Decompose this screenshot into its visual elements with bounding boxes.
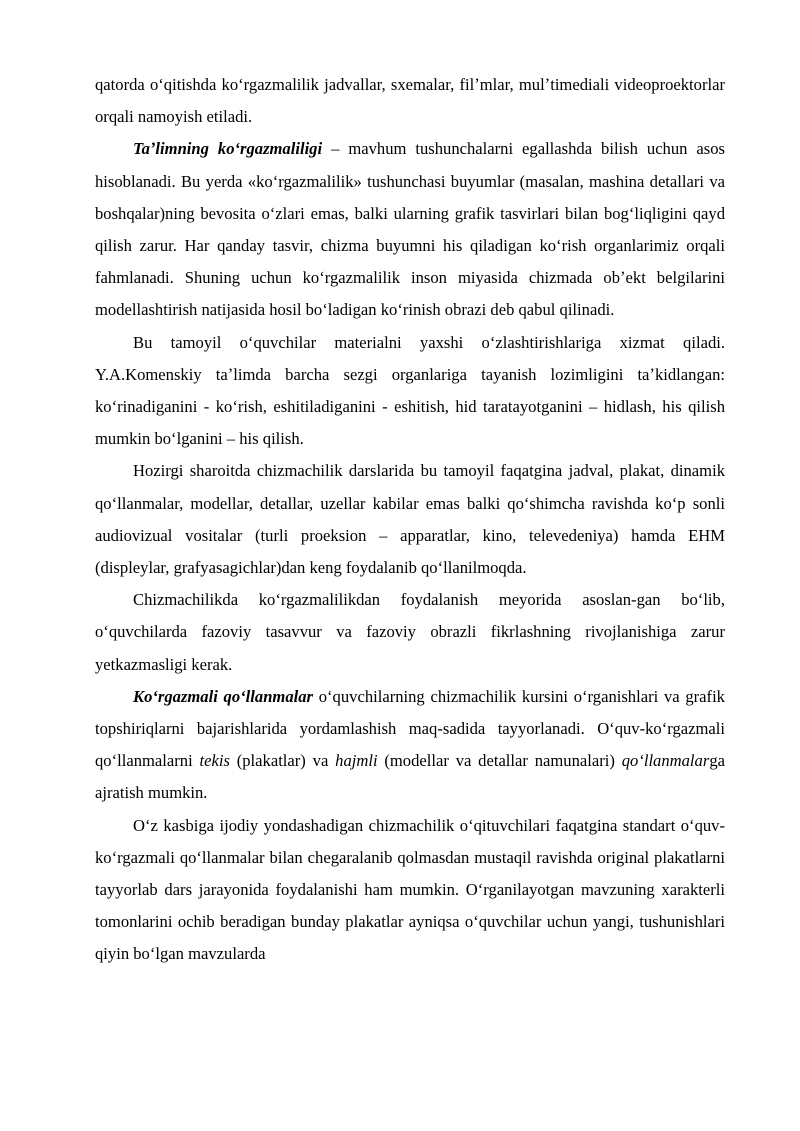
paragraph-text: Chizmachilikda koʻrgazmalilikdan foydalanish meyorida asoslan-gan boʻlib, oʻquvchilarda fazoviy tasavvur va fazoviy obrazli fikrlashning rivojlanishiga zarur yetkazmasligi kerak.: [95, 590, 725, 674]
paragraph-text: Hozirgi sharoitda chizmachilik darslarida bu tamoyil faqatgina jadval, plakat, dinamik qoʻllanmalar, modellar, detallar, uzellar kabilar emas balki qoʻshimcha ravishda koʻp sonli audiovizual vositalar (turli proeksion – apparatlar, kino, televedeniya) hamda EHM (displeylar, grafyasagichlar)dan keng foydalanib qoʻllanilmoqda.: [95, 461, 725, 578]
defined-term: Taʼlimning koʻrgazmaliligi: [133, 139, 323, 159]
paragraph-text: Bu tamoyil oʻquvchilar materialni yaxshi oʻzlashtirishlariga xizmat qiladi. Y.A.Komenskiy taʼlimda barcha sezgi organlariga tayanish lozimligini taʼkidlangan: koʻrinadiganini - koʻrish, eshitiladiganini - eshitish, hid taratayotganini – hidlash, his qilish mumkin boʻlganini – his qilish.: [95, 332, 725, 449]
paragraph-2: [95, 133, 725, 326]
paragraph-text: (plakatlar) va: [229, 751, 336, 771]
paragraph-text: oʻquvchilarning chizmachilik kursini oʻrganishlari va grafik topshiriqlarni bajarishlarida yordamlashish maq-sadida tayyorlanadi. Oʻquv-koʻrgazmali qoʻllanmalarni: [95, 686, 725, 771]
document-page: [95, 69, 725, 971]
paragraph-text: qatorda oʻqitishda koʻrgazmalilik jadvallar, sxemalar, filʼmlar, mulʼtimediali videoproektorlar orqali namoyish etiladi.: [95, 75, 725, 127]
paragraph-text: ga ajratish mumkin.: [95, 751, 725, 803]
paragraph-text: – mavhum tushunchalarni egallashda bilish uchun asos hisoblanadi. Bu yerda «koʻrgazmalilik» tushunchasi buyumlar (masalan, mashina detallari va boshqalar)ning bevosita oʻzlari emas, balki ularning grafik tasvirlari bilan bogʻliqligini qayd qilish zarur. Har qanday tasvir, chizma buyumni his qiladigan koʻrish organlarimiz orqali fahmlanadi. Shuning uchun koʻrgazmalilik inson miyasida chizmada obʼekt belgilarini modellashtirish natijasida hosil boʻladigan koʻrinish obrazi deb qabul qilinadi.: [95, 139, 726, 320]
paragraph-text: (modellar va detallar namunalari): [377, 751, 622, 771]
paragraph-3: [95, 327, 725, 456]
emphasis-text: hajmli: [335, 751, 378, 771]
paragraph-6: [95, 681, 725, 810]
paragraph-1: [95, 69, 725, 133]
defined-term: Koʻrgazmali qoʻllanmalar: [133, 686, 313, 706]
emphasis-text: qoʻllanmalar: [621, 751, 710, 771]
paragraph-7: [95, 810, 725, 971]
paragraph-4: [95, 455, 725, 584]
paragraph-5: [95, 584, 725, 681]
emphasis-text: tekis: [199, 751, 230, 771]
paragraph-text: Oʻz kasbiga ijodiy yondashadigan chizmachilik oʻqituvchilari faqatgina standart oʻquv-koʻrgazmali qoʻllanmalar bilan chegaralanib qolmasdan mustaqil ravishda original plakatlarni tayyorlab dars jarayonida foydalanishi ham mumkin. Oʻrganilayotgan mavzuning xarakterli tomonlarini ochib beradigan bunday plakatlar ayniqsa oʻquvchilar uchun yangi, tushunishlari qiyin boʻlgan mavzularda: [95, 815, 725, 964]
